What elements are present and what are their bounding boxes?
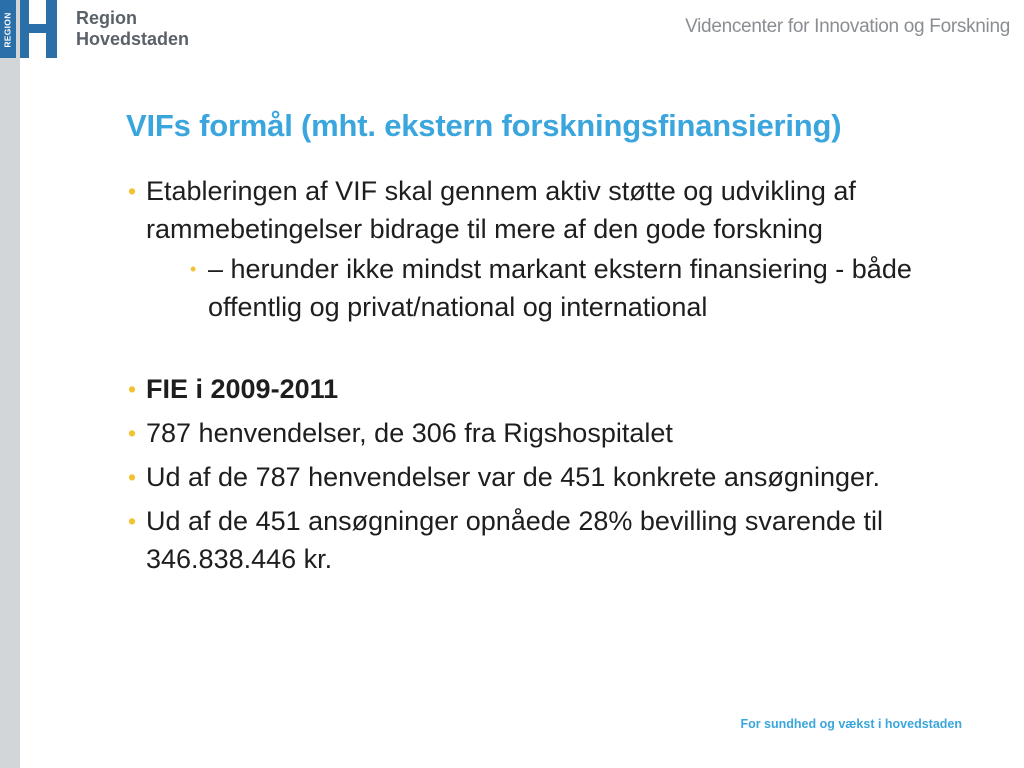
header-organization-name: Videncenter for Innovation og Forskning: [685, 16, 1010, 37]
bullet-text: 787 henvendelser, de 306 fra Rigshospitalet: [146, 418, 673, 448]
bullet-icon: •: [128, 464, 137, 490]
slide-title: VIFs formål (mht. ekstern forskningsfinansiering): [126, 108, 842, 143]
list-item: [128, 370, 978, 408]
bullet-text-heading: FIE i 2009-2011: [146, 374, 339, 404]
bullet-text: Ud af de 451 ansøgninger opnåede 28% bevilling svarende til 346.838.446 kr.: [146, 506, 884, 574]
sub-bullet-text: – herunder ikke mindst markant ekstern finansiering - både offentlig og privat/national og international: [208, 254, 912, 322]
logo-wordmark: [76, 8, 189, 50]
list-item: [128, 458, 978, 496]
list-item: [128, 414, 978, 452]
bullet-text: Ud af de 787 henvendelser var de 451 konkrete ansøgninger.: [146, 462, 880, 492]
sub-bullet-icon: •: [190, 259, 197, 279]
slide-body: [128, 172, 978, 578]
logo-line-1: Region: [76, 8, 137, 28]
left-side-band: [0, 0, 20, 768]
bullet-icon: •: [128, 376, 137, 402]
spacer: [128, 326, 978, 370]
logo-vertical-label: [1, 2, 15, 58]
bullet-icon: •: [128, 420, 137, 446]
list-item: [128, 172, 978, 248]
bullet-icon: •: [128, 178, 137, 204]
bullet-icon: •: [128, 508, 137, 534]
logo-vertical-text: REGION: [3, 12, 13, 48]
footer-slogan: For sundhed og vækst i hovedstaden: [740, 717, 962, 731]
logo-line-2: Hovedstaden: [76, 29, 190, 49]
sub-list-item: [190, 250, 978, 326]
bullet-text: Etableringen af VIF skal gennem aktiv støtte og udvikling af rammebetingelser bidrage til mere af den gode forskning: [146, 176, 856, 244]
list-item: [128, 502, 978, 578]
